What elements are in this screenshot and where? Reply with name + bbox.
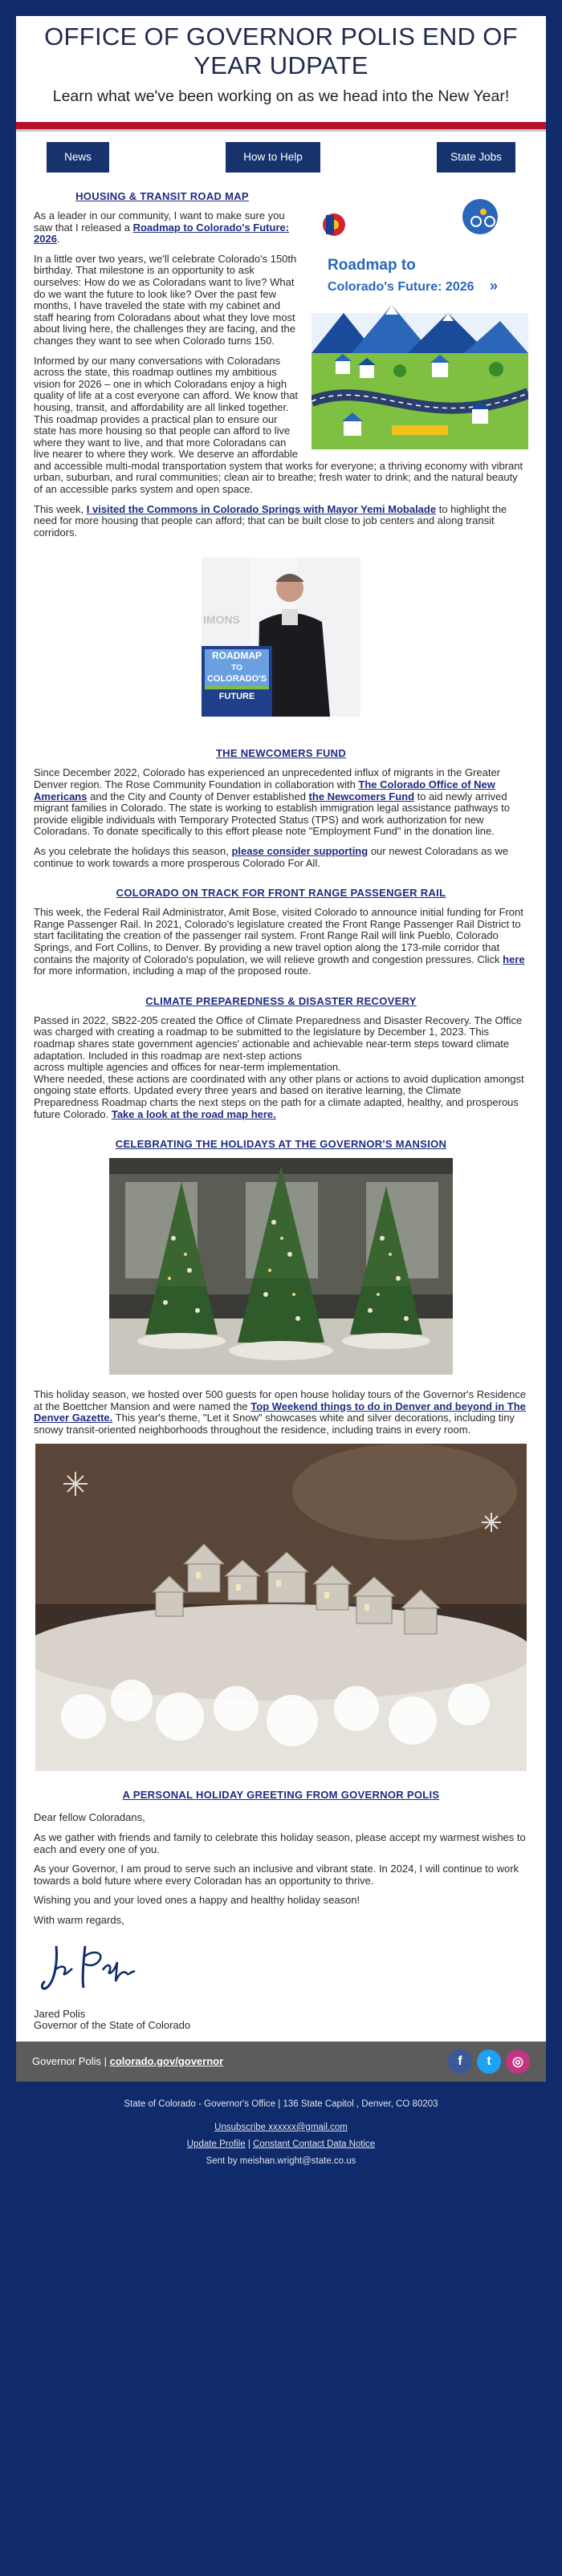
text-run: to highlight the need for more housing that people can afford; that can be built close to job centers and along transit corridors.: [34, 502, 507, 538]
sign-line-2: TO: [231, 664, 242, 673]
climate-roadmap-link[interactable]: Take a look at the road map here.: [111, 1107, 276, 1120]
twitter-icon[interactable]: t: [477, 2050, 501, 2074]
profile-links: [16, 2136, 546, 2153]
signer-name: Jared Polis: [34, 2007, 86, 2020]
greeting-paragraph-2: As your Governor, I am proud to serve such an inclusive and vibrant state. In 2024, I will continue to work towards a bold future where every Coloradan has an opportunity to thrive.: [34, 1863, 519, 1887]
chevrons-icon: »: [490, 278, 499, 294]
housing-paragraph-2: In a little over two years, we'll celebrate Colorado's 150th birthday. That milestone is an opportunity to ask ourselves: How do we as Coloradans want to live? What do we want the future to look like? Over the past few months, I have traveled the state with my cabinet and staff hearing from Coloradans about what they love most about living here, the challenges they are facing, and the changes they want to see when Colorado turns 150.: [34, 252, 297, 347]
housing-heading: HOUSING & TRANSIT ROAD MAP: [75, 190, 249, 202]
email-card: [16, 16, 546, 2082]
facebook-icon[interactable]: f: [448, 2050, 472, 2074]
greeting-paragraph-3: Wishing you and your loved ones a happy and healthy holiday season!: [34, 1894, 360, 1907]
roadmap-link[interactable]: Roadmap to Colorado's Future: 2026: [34, 221, 290, 246]
text-run: Where needed, these actions are coordinated with any other plans or actions to avoid duplication amongst ongoing state efforts. Updated every three years and based on iterative learning, the Climate Preparedness Roadmap charts the next steps on the path for a climate adapted, healthy, and prosperous future Colorado.: [34, 1072, 524, 1120]
email-frame: [16, 0, 546, 2170]
greeting-paragraph-1: As we gather with friends and family to celebrate this holiday season, please accept my warmest wishes to each and every one of you.: [34, 1831, 526, 1855]
governor-site-link[interactable]: colorado.gov/governor: [109, 2055, 224, 2068]
snow-village-photo: [35, 1444, 527, 1771]
main-content: [16, 190, 546, 2032]
rail-heading: COLORADO ON TRACK FOR FRONT RANGE PASSENGER RAIL: [116, 887, 446, 900]
how-to-help-button[interactable]: How to Help: [226, 142, 320, 173]
mansion-paragraph-1: [34, 1389, 528, 1436]
text-run: This holiday season, we hosted over 500 guests for open house holiday tours of the Governor's Residence at the Boettcher Mansion and were named the: [34, 1388, 527, 1412]
page-title: OFFICE OF GOVERNOR POLIS END OF YEAR UDPATE: [44, 22, 518, 79]
roadmap-title-1: Roadmap to: [328, 257, 416, 274]
below-footer: [16, 2082, 546, 2170]
state-jobs-button[interactable]: State Jobs: [437, 142, 515, 173]
newcomers-heading: THE NEWCOMERS FUND: [215, 747, 347, 760]
wall-text: IMONS: [203, 613, 240, 627]
mansion-trees-photo: [109, 1158, 453, 1375]
text-run: our newest Coloradans as we continue to work towards a more prosperous Colorado For All.: [34, 845, 509, 869]
text-run: This year's theme, "Let it Snow" showcases white and silver decorations, including tiny snowy transit-oriented neighborhoods throughout the residence, including trains in every room.: [34, 1412, 515, 1436]
social-icons: [448, 2050, 530, 2074]
text-run: for more information, including a map of the proposed route.: [34, 965, 312, 977]
office-of-new-americans-link[interactable]: The Colorado Office of New Americans: [34, 778, 495, 802]
greeting-heading: A PERSONAL HOLIDAY GREETING FROM GOVERNOR POLIS: [122, 1789, 440, 1802]
roadmap-image: [312, 193, 528, 449]
colorado-springs-visit-link[interactable]: I visited the Commons in Colorado Springs with Mayor Yemi Mobalade: [86, 502, 437, 515]
text-run: .: [56, 233, 60, 246]
text-run: This week,: [34, 502, 87, 515]
text-run: This week, the Federal Rail Administrator, Amit Bose, visited Colorado to announce initial funding for Front Range Passenger Rail. In 2021, Colorado's legislature created the Front Range Passenger Rail District to start facilitating the creation of the passenger rail system. Front Range Rail will link Pueblo, Colorado Springs, and Fort Collins, to Denver. By providing a new travel option along the 173-mile corridor that contains the majority of Colorado's population, we will relieve growth and congestion pressures. Click: [34, 906, 523, 965]
housing-paragraph-3: Informed by our many conversations with Coloradans across the state, this roadmap outlines my ambitious vision for 2026 – one in which Coloradans enjoy a high quality of life at a cost everyone can afford. We know that housing, transit, and affordability are all linked together. This roadmap provides a practical plan to ensure our state has more housing so that people can afford to live where they want to live, and that more Coloradans can live nearer to where they work. We deserve an affordable and accessible multi-modal transportation system that works for everyone; a thriving economy with vibrant urban, suburban, and rural communities; clean air to breathe; fresh water to drink; and the natural beauty of an accessible parks system and open space.: [34, 354, 523, 496]
unsubscribe-link[interactable]: Unsubscribe xxxxxx@gmail.com: [214, 2122, 348, 2132]
signer-role: Governor of the State of Colorado: [34, 2019, 191, 2032]
footer-left: [32, 2055, 223, 2067]
denver-gazette-link[interactable]: Top Weekend things to do in Denver and beyond in The Denver Gazette.: [34, 1400, 526, 1424]
climate-paragraph-3: [34, 1074, 528, 1120]
greeting-closing: With warm regards,: [34, 1914, 124, 1927]
instagram-icon[interactable]: ◎: [506, 2050, 530, 2074]
footer-label: Governor Polis |: [32, 2055, 110, 2068]
text-run: and the City and County of Denver established: [87, 790, 309, 802]
red-divider: [16, 122, 546, 129]
sent-by-line: Sent by meishan.wright@state.co.us: [206, 2155, 356, 2166]
page-subtitle: Learn what we've been working on as we head into the New Year!: [52, 87, 510, 105]
sign-line-3: COLORADO'S: [206, 674, 267, 685]
address-line: State of Colorado - Governor's Office | 136 State Capitol , Denver, CO 80203: [124, 2099, 438, 2109]
podium-photo: [202, 558, 360, 717]
greeting-salutation: Dear fellow Coloradans,: [34, 1811, 145, 1824]
rail-info-link[interactable]: here: [503, 953, 525, 965]
consider-supporting-link[interactable]: please consider supporting: [231, 845, 369, 857]
climate-heading: CLIMATE PREPAREDNESS & DISASTER RECOVERY: [145, 994, 417, 1007]
sign-line-1: ROADMAP: [212, 650, 262, 662]
footer-band: [16, 2042, 546, 2082]
signature: [39, 1938, 151, 2002]
climate-paragraph-1: Passed in 2022, SB22-205 created the Office of Climate Preparedness and Disaster Recovery. The Office was charged with creating a roadmap to be submitted to the legislature by December 1, 2023. This roadmap shares state government agencies' actionable and achievable near-term steps toward climate adaptation. Included in this roadmap are next-step actions: [34, 1014, 523, 1062]
separator: |: [245, 2139, 254, 2149]
housing-paragraph-4: [34, 504, 528, 539]
nav-bar: [16, 132, 546, 184]
roadmap-title-2: Colorado's Future: 2026: [328, 280, 474, 294]
text-run: As a leader in our community, I want to make sure you saw that I released a: [34, 209, 285, 234]
climate-paragraph-2: across multiple agencies and offices for near-term implementation.: [34, 1061, 341, 1074]
text-run: to aid newly arrived migrant families in Colorado. The state is working to establish immigration legal assistance pathways to provide eligible individuals with Temporary Protected Status (TPS) and work authorization for new Coloradans. To donate specifically to this effort please note "Employment Fund" in the donation line.: [34, 790, 510, 838]
text-run: Since December 2022, Colorado has experienced an unprecedented influx of migrants in the Greater Denver region. The Rose Community Foundation in collaboration with: [34, 766, 501, 791]
news-button[interactable]: News: [47, 142, 109, 173]
sign-line-4: FUTURE: [218, 692, 255, 702]
rail-paragraph-1: [34, 907, 528, 977]
header: [16, 16, 546, 114]
newcomers-fund-link[interactable]: the Newcomers Fund: [308, 790, 415, 802]
mansion-heading: CELEBRATING THE HOLIDAYS AT THE GOVERNOR'S MANSION: [115, 1138, 447, 1151]
update-profile-link[interactable]: Update Profile: [186, 2139, 246, 2149]
newcomers-paragraph-1: [34, 767, 528, 838]
newcomers-paragraph-2: [34, 846, 528, 869]
text-run: As you celebrate the holidays this season,: [34, 845, 232, 857]
data-notice-link[interactable]: Constant Contact Data Notice: [253, 2139, 376, 2149]
